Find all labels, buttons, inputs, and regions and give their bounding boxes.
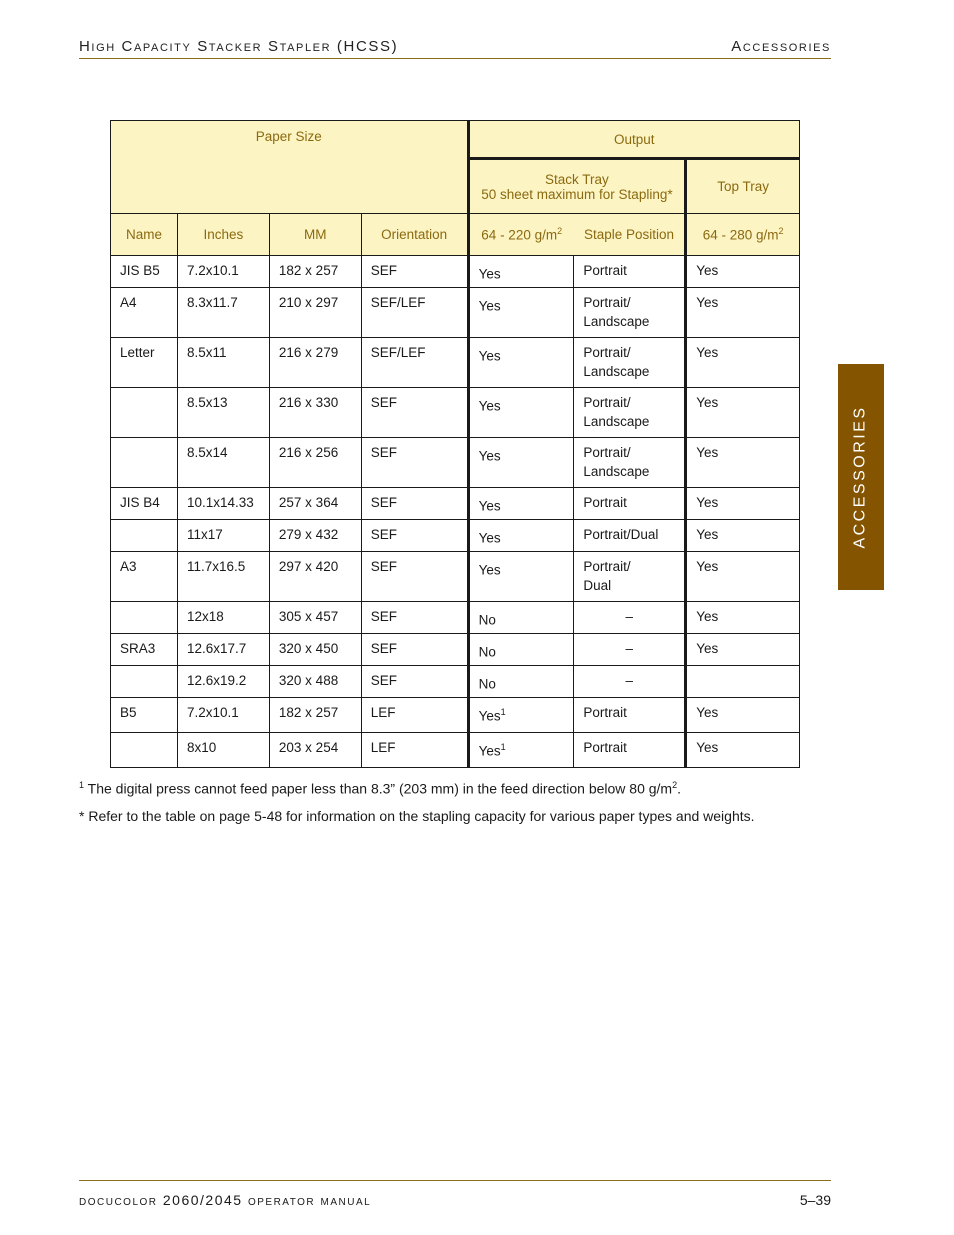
cell-inches: 8.5x13 <box>177 388 269 438</box>
cell-name: A4 <box>111 288 178 338</box>
cell-mm: 216 x 330 <box>269 388 361 438</box>
cell-staple-position: Portrait <box>574 256 686 288</box>
table-row <box>111 488 800 520</box>
cell-inches: 12x18 <box>177 602 269 634</box>
cell-name: JIS B5 <box>111 256 178 288</box>
stack-tray-header <box>468 159 686 214</box>
table-row <box>111 288 800 338</box>
cell-staple-position: Portrait <box>574 488 686 520</box>
cell-staple-position: Portrait/ Dual <box>574 552 686 602</box>
cell-stack: No <box>468 666 574 698</box>
cell-name: Letter <box>111 338 178 388</box>
table-row <box>111 338 800 388</box>
cell-name <box>111 602 178 634</box>
cell-orientation: LEF <box>361 733 468 768</box>
cell-mm: 203 x 254 <box>269 733 361 768</box>
cell-inches: 12.6x17.7 <box>177 634 269 666</box>
cell-top-tray: Yes <box>686 488 800 520</box>
cell-stack: Yes$^1$ <box>468 698 574 733</box>
cell-top-tray: Yes <box>686 634 800 666</box>
cell-orientation: SEF <box>361 520 468 552</box>
header-title: High Capacity Stacker Stapler (HCSS) <box>79 38 399 55</box>
cell-stack: Yes <box>468 256 574 288</box>
cell-top-tray: Yes <box>686 256 800 288</box>
cell-orientation: SEF <box>361 552 468 602</box>
cell-stack: Yes <box>468 338 574 388</box>
cell-inches: 8x10 <box>177 733 269 768</box>
cell-staple-position: Portrait/Dual <box>574 520 686 552</box>
table-notes <box>79 780 839 835</box>
cell-staple-position: – <box>574 634 686 666</box>
table-row <box>111 602 800 634</box>
cell-top-tray: Yes <box>686 388 800 438</box>
table-row <box>111 733 800 768</box>
cell-inches: 12.6x19.2 <box>177 666 269 698</box>
cell-stack: Yes <box>468 488 574 520</box>
cell-orientation: SEF <box>361 256 468 288</box>
page-number: 5–39 <box>799 1192 831 1208</box>
cell-top-tray: Yes <box>686 698 800 733</box>
cell-orientation: SEF <box>361 666 468 698</box>
cell-top-tray: Yes <box>686 338 800 388</box>
cell-inches: 11.7x16.5 <box>177 552 269 602</box>
cell-stack: Yes$^1$ <box>468 733 574 768</box>
cell-staple-position: Portrait/ Landscape <box>574 388 686 438</box>
stack-tray-subtitle: 50 sheet maximum for Stapling* <box>481 186 673 202</box>
top-tray-header: Top Tray <box>686 159 800 214</box>
cell-mm: 279 x 432 <box>269 520 361 552</box>
output-header: Output <box>468 121 799 159</box>
asterisk-note: * Refer to the table on page 5-48 for information on the stapling capacity for various paper types and weights. <box>79 807 755 824</box>
cell-staple-position: – <box>574 666 686 698</box>
cell-name <box>111 666 178 698</box>
section-tab <box>838 364 884 590</box>
cell-orientation: SEF/LEF <box>361 288 468 338</box>
cell-orientation: SEF <box>361 488 468 520</box>
table-row <box>111 256 800 288</box>
cell-mm: 210 x 297 <box>269 288 361 338</box>
page-header <box>79 36 831 59</box>
cell-inches: 7.2x10.1 <box>177 256 269 288</box>
cell-name <box>111 733 178 768</box>
cell-staple-position: Portrait/ Landscape <box>574 338 686 388</box>
cell-inches: 8.5x11 <box>177 338 269 388</box>
cell-inches: 8.3x11.7 <box>177 288 269 338</box>
cell-stack: No <box>468 634 574 666</box>
cell-inches: 11x17 <box>177 520 269 552</box>
cell-mm: 320 x 450 <box>269 634 361 666</box>
cell-mm: 257 x 364 <box>269 488 361 520</box>
table-row <box>111 666 800 698</box>
table-row <box>111 698 800 733</box>
paper-size-header: Paper Size <box>111 121 469 214</box>
cell-name <box>111 520 178 552</box>
col-header-stack-weight: 64 - 220 $g/m^2$ <box>468 214 574 256</box>
cell-stack: Yes <box>468 552 574 602</box>
cell-stack: No <box>468 602 574 634</box>
cell-name: SRA3 <box>111 634 178 666</box>
cell-orientation: SEF <box>361 388 468 438</box>
cell-stack: Yes <box>468 520 574 552</box>
cell-top-tray: Yes <box>686 733 800 768</box>
cell-orientation: SEF/LEF <box>361 338 468 388</box>
paper-size-table <box>110 120 800 768</box>
section-tab-label: ACCESSORIES <box>852 405 869 549</box>
cell-top-tray: Yes <box>686 288 800 338</box>
cell-orientation: SEF <box>361 438 468 488</box>
stack-tray-title: Stack Tray <box>545 171 609 187</box>
cell-name: B5 <box>111 698 178 733</box>
col-header-name: Name <box>111 214 178 256</box>
table-row <box>111 552 800 602</box>
cell-orientation: SEF <box>361 602 468 634</box>
col-header-orientation: Orientation <box>361 214 468 256</box>
table-row <box>111 388 800 438</box>
cell-orientation: LEF <box>361 698 468 733</box>
col-header-staple-position: Staple Position <box>574 214 686 256</box>
cell-top-tray: Yes <box>686 602 800 634</box>
cell-mm: 216 x 256 <box>269 438 361 488</box>
cell-name: JIS B4 <box>111 488 178 520</box>
cell-staple-position: Portrait/ Landscape <box>574 288 686 338</box>
footer-manual: docucolor 2060/2045 operator manual <box>79 1192 372 1208</box>
cell-mm: 216 x 279 <box>269 338 361 388</box>
page-footer <box>79 1180 831 1209</box>
header-section: Accessories <box>731 38 831 55</box>
cell-top-tray: Yes <box>686 520 800 552</box>
cell-mm: 182 x 257 <box>269 256 361 288</box>
cell-staple-position: Portrait <box>574 698 686 733</box>
table-row <box>111 438 800 488</box>
cell-mm: 320 x 488 <box>269 666 361 698</box>
cell-top-tray: Yes <box>686 552 800 602</box>
cell-inches: 8.5x14 <box>177 438 269 488</box>
footnote: $^1$ The digital press cannot feed paper less than 8.3” (203 mm) in the feed direction below 80 $g/m^2$. <box>79 780 682 797</box>
cell-stack: Yes <box>468 438 574 488</box>
col-header-mm: MM <box>269 214 361 256</box>
cell-mm: 182 x 257 <box>269 698 361 733</box>
cell-top-tray: Yes <box>686 438 800 488</box>
cell-name <box>111 438 178 488</box>
cell-inches: 10.1x14.33 <box>177 488 269 520</box>
col-header-top-weight: 64 - 280 $g/m^2$ <box>686 214 800 256</box>
cell-name <box>111 388 178 438</box>
cell-orientation: SEF <box>361 634 468 666</box>
cell-name: A3 <box>111 552 178 602</box>
col-header-inches: Inches <box>177 214 269 256</box>
table-row <box>111 520 800 552</box>
cell-mm: 297 x 420 <box>269 552 361 602</box>
cell-staple-position: Portrait/ Landscape <box>574 438 686 488</box>
cell-staple-position: Portrait <box>574 733 686 768</box>
cell-staple-position: – <box>574 602 686 634</box>
cell-inches: 7.2x10.1 <box>177 698 269 733</box>
cell-top-tray <box>686 666 800 698</box>
cell-mm: 305 x 457 <box>269 602 361 634</box>
table-row <box>111 634 800 666</box>
cell-stack: Yes <box>468 288 574 338</box>
cell-stack: Yes <box>468 388 574 438</box>
